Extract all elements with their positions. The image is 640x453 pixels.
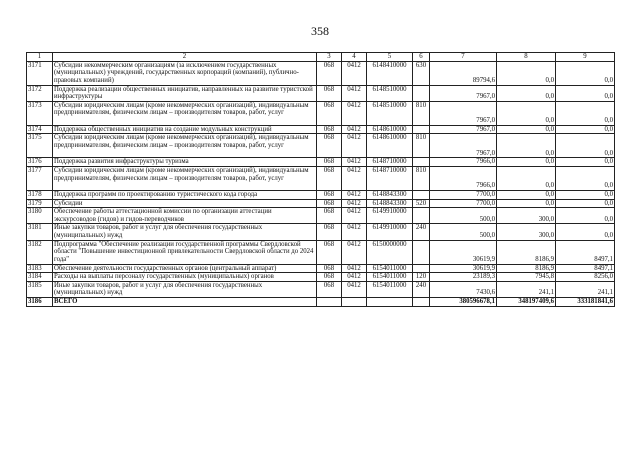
section-code-cell: 0412: [342, 158, 367, 167]
amount-year-1-cell: 7967,0: [430, 85, 497, 101]
section-code-cell: 0412: [342, 61, 367, 85]
department-code-cell: [317, 297, 342, 306]
row-name-cell: ВСЕГО: [53, 297, 317, 306]
row-id-cell: 3185: [27, 281, 53, 297]
section-code-cell: 0412: [342, 166, 367, 190]
department-code-cell: 068: [317, 85, 342, 101]
amount-year-2-cell: 0,0: [497, 166, 556, 190]
section-code-cell: 0412: [342, 190, 367, 199]
header-cell: 8: [497, 53, 556, 62]
department-code-cell: 068: [317, 224, 342, 240]
amount-year-3-cell: 0,0: [556, 101, 615, 125]
target-article-cell: 6148843300: [367, 190, 413, 199]
amount-year-3-cell: 0,0: [556, 158, 615, 167]
target-article-cell: 6148510000: [367, 85, 413, 101]
table-row: [27, 85, 615, 101]
amount-year-2-cell: 300,0: [497, 208, 556, 224]
amount-year-2-cell: 0,0: [497, 85, 556, 101]
amount-year-1-cell: 7966,0: [430, 166, 497, 190]
section-code-cell: 0412: [342, 273, 367, 282]
amount-year-1-cell: 89794,6: [430, 61, 497, 85]
target-article-cell: 6150000000: [367, 240, 413, 264]
amount-year-2-cell: 0,0: [497, 125, 556, 134]
table-row: [27, 61, 615, 85]
target-article-cell: 6148410000: [367, 61, 413, 85]
amount-year-1-cell: 7967,0: [430, 125, 497, 134]
amount-year-3-cell: 8497,1: [556, 264, 615, 273]
amount-year-2-cell: 0,0: [497, 101, 556, 125]
total-row: [27, 297, 615, 306]
row-name-cell: Субсидии некоммерческим организациям (за исключением государственных (муниципальных) учреждений, государственных корпораций (компаний), публично-правовых компаний): [53, 61, 317, 85]
row-id-cell: 3176: [27, 158, 53, 167]
table-row: [27, 224, 615, 240]
amount-year-2-cell: 7945,8: [497, 273, 556, 282]
amount-year-3-cell: 333181841,6: [556, 297, 615, 306]
department-code-cell: 068: [317, 61, 342, 85]
amount-year-1-cell: 7700,0: [430, 190, 497, 199]
row-id-cell: 3171: [27, 61, 53, 85]
amount-year-1-cell: 23189,3: [430, 273, 497, 282]
amount-year-2-cell: 8186,9: [497, 240, 556, 264]
amount-year-3-cell: 0,0: [556, 61, 615, 85]
expense-type-cell: 520: [413, 199, 430, 208]
row-name-cell: Иные закупки товаров, работ и услуг для обеспечения государственных (муниципальных) нужд: [53, 224, 317, 240]
budget-table: [26, 52, 615, 307]
target-article-cell: 6148843300: [367, 199, 413, 208]
department-code-cell: 068: [317, 190, 342, 199]
amount-year-1-cell: 7700,0: [430, 199, 497, 208]
header-cell: 2: [53, 53, 317, 62]
target-article-cell: [367, 297, 413, 306]
amount-year-3-cell: 0,0: [556, 199, 615, 208]
table-row: [27, 281, 615, 297]
amount-year-3-cell: 8497,1: [556, 240, 615, 264]
target-article-cell: 6154011000: [367, 273, 413, 282]
expense-type-cell: 810: [413, 101, 430, 125]
target-article-cell: 6149910000: [367, 224, 413, 240]
expense-type-cell: 120: [413, 273, 430, 282]
target-article-cell: 6148610000: [367, 134, 413, 158]
row-id-cell: 3180: [27, 208, 53, 224]
row-name-cell: Субсидии: [53, 199, 317, 208]
expense-type-cell: 240: [413, 224, 430, 240]
section-code-cell: 0412: [342, 199, 367, 208]
amount-year-2-cell: 0,0: [497, 199, 556, 208]
amount-year-3-cell: 0,0: [556, 166, 615, 190]
section-code-cell: 0412: [342, 264, 367, 273]
expense-type-cell: 630: [413, 61, 430, 85]
row-name-cell: Поддержка развития инфраструктуры туризма: [53, 158, 317, 167]
department-code-cell: 068: [317, 281, 342, 297]
target-article-cell: 6148710000: [367, 166, 413, 190]
row-id-cell: 3182: [27, 240, 53, 264]
row-id-cell: 3172: [27, 85, 53, 101]
amount-year-3-cell: 0,0: [556, 85, 615, 101]
target-article-cell: 6154011000: [367, 264, 413, 273]
amount-year-3-cell: 0,0: [556, 224, 615, 240]
row-id-cell: 3186: [27, 297, 53, 306]
department-code-cell: 068: [317, 264, 342, 273]
row-id-cell: 3184: [27, 273, 53, 282]
row-id-cell: 3177: [27, 166, 53, 190]
row-name-cell: Поддержка общественных инициатив на создание модульных конструкций: [53, 125, 317, 134]
amount-year-2-cell: 300,0: [497, 224, 556, 240]
table-row: [27, 240, 615, 264]
expense-type-cell: [413, 264, 430, 273]
department-code-cell: 068: [317, 208, 342, 224]
table-row: [27, 166, 615, 190]
department-code-cell: 068: [317, 125, 342, 134]
row-id-cell: 3175: [27, 134, 53, 158]
table-row: [27, 101, 615, 125]
row-name-cell: Поддержка программ по проектированию туристического кода города: [53, 190, 317, 199]
amount-year-3-cell: 0,0: [556, 134, 615, 158]
header-cell: 4: [342, 53, 367, 62]
table-row: [27, 190, 615, 199]
header-cell: 5: [367, 53, 413, 62]
expense-type-cell: [413, 158, 430, 167]
table-header-row: [27, 53, 615, 62]
amount-year-1-cell: 500,0: [430, 208, 497, 224]
department-code-cell: 068: [317, 199, 342, 208]
amount-year-2-cell: 0,0: [497, 61, 556, 85]
target-article-cell: 6148710000: [367, 158, 413, 167]
row-name-cell: Субсидии юридическим лицам (кроме некоммерческих организаций), индивидуальным предпринимателям, физическим лицам – производителям товаров, работ, услуг: [53, 166, 317, 190]
department-code-cell: 068: [317, 134, 342, 158]
expense-type-cell: [413, 208, 430, 224]
amount-year-1-cell: 30619,9: [430, 264, 497, 273]
table-row: [27, 273, 615, 282]
row-name-cell: Обеспечение деятельности государственных органов (центральный аппарат): [53, 264, 317, 273]
row-name-cell: Расходы на выплаты персоналу государственных (муниципальных) органов: [53, 273, 317, 282]
expense-type-cell: 240: [413, 281, 430, 297]
section-code-cell: 0412: [342, 208, 367, 224]
department-code-cell: 068: [317, 273, 342, 282]
amount-year-3-cell: 8256,0: [556, 273, 615, 282]
header-cell: 1: [27, 53, 53, 62]
row-id-cell: 3178: [27, 190, 53, 199]
amount-year-2-cell: 0,0: [497, 190, 556, 199]
section-code-cell: 0412: [342, 240, 367, 264]
table-row: [27, 125, 615, 134]
section-code-cell: 0412: [342, 101, 367, 125]
section-code-cell: 0412: [342, 134, 367, 158]
department-code-cell: 068: [317, 101, 342, 125]
amount-year-2-cell: 0,0: [497, 158, 556, 167]
amount-year-2-cell: 0,0: [497, 134, 556, 158]
row-name-cell: Подпрограмма "Обеспечение реализации государственной программы Свердловской области "Повышение инвестиционной привлекательности Свердловской области до 2024 года": [53, 240, 317, 264]
amount-year-2-cell: 8186,9: [497, 264, 556, 273]
row-id-cell: 3183: [27, 264, 53, 273]
table-row: [27, 199, 615, 208]
page-number: 358: [311, 24, 329, 38]
target-article-cell: 6148610000: [367, 125, 413, 134]
expense-type-cell: [413, 125, 430, 134]
department-code-cell: 068: [317, 158, 342, 167]
row-name-cell: Иные закупки товаров, работ и услуг для обеспечения государственных (муниципальных) нужд: [53, 281, 317, 297]
amount-year-3-cell: 241,1: [556, 281, 615, 297]
expense-type-cell: [413, 297, 430, 306]
row-id-cell: 3173: [27, 101, 53, 125]
header-cell: 7: [430, 53, 497, 62]
department-code-cell: 068: [317, 240, 342, 264]
amount-year-1-cell: 380596678,1: [430, 297, 497, 306]
header-cell: 9: [556, 53, 615, 62]
department-code-cell: 068: [317, 166, 342, 190]
row-name-cell: Поддержка реализации общественных инициатив, направленных на развитие туристской инфраструктуры: [53, 85, 317, 101]
table-row: [27, 208, 615, 224]
amount-year-1-cell: 500,0: [430, 224, 497, 240]
section-code-cell: 0412: [342, 224, 367, 240]
expense-type-cell: [413, 240, 430, 264]
amount-year-1-cell: 30619,9: [430, 240, 497, 264]
row-name-cell: Субсидии юридическим лицам (кроме некоммерческих организаций), индивидуальным предпринимателям, физическим лицам – производителям товаров, работ, услуг: [53, 134, 317, 158]
target-article-cell: 6148510000: [367, 101, 413, 125]
section-code-cell: 0412: [342, 125, 367, 134]
section-code-cell: 0412: [342, 85, 367, 101]
amount-year-2-cell: 348197409,6: [497, 297, 556, 306]
target-article-cell: 6154011000: [367, 281, 413, 297]
section-code-cell: 0412: [342, 281, 367, 297]
table-row: [27, 264, 615, 273]
row-id-cell: 3179: [27, 199, 53, 208]
header-cell: 6: [413, 53, 430, 62]
expense-type-cell: 810: [413, 166, 430, 190]
row-name-cell: Субсидии юридическим лицам (кроме некоммерческих организаций), индивидуальным предпринимателям, физическим лицам – производителям товаров, работ, услуг: [53, 101, 317, 125]
expense-type-cell: 810: [413, 134, 430, 158]
amount-year-1-cell: 7430,6: [430, 281, 497, 297]
table-row: [27, 158, 615, 167]
row-id-cell: 3174: [27, 125, 53, 134]
amount-year-2-cell: 241,1: [497, 281, 556, 297]
amount-year-3-cell: 0,0: [556, 190, 615, 199]
section-code-cell: [342, 297, 367, 306]
row-name-cell: Обеспечение работы аттестационной комиссии по организации аттестации экскурсоводов (гидов) и гидов-переводчиков: [53, 208, 317, 224]
amount-year-1-cell: 7966,0: [430, 158, 497, 167]
amount-year-3-cell: 0,0: [556, 125, 615, 134]
table-row: [27, 134, 615, 158]
amount-year-1-cell: 7967,0: [430, 134, 497, 158]
target-article-cell: 6149910000: [367, 208, 413, 224]
amount-year-3-cell: 0,0: [556, 208, 615, 224]
row-id-cell: 3181: [27, 224, 53, 240]
expense-type-cell: [413, 85, 430, 101]
expense-type-cell: [413, 190, 430, 199]
amount-year-1-cell: 7967,0: [430, 101, 497, 125]
header-cell: 3: [317, 53, 342, 62]
